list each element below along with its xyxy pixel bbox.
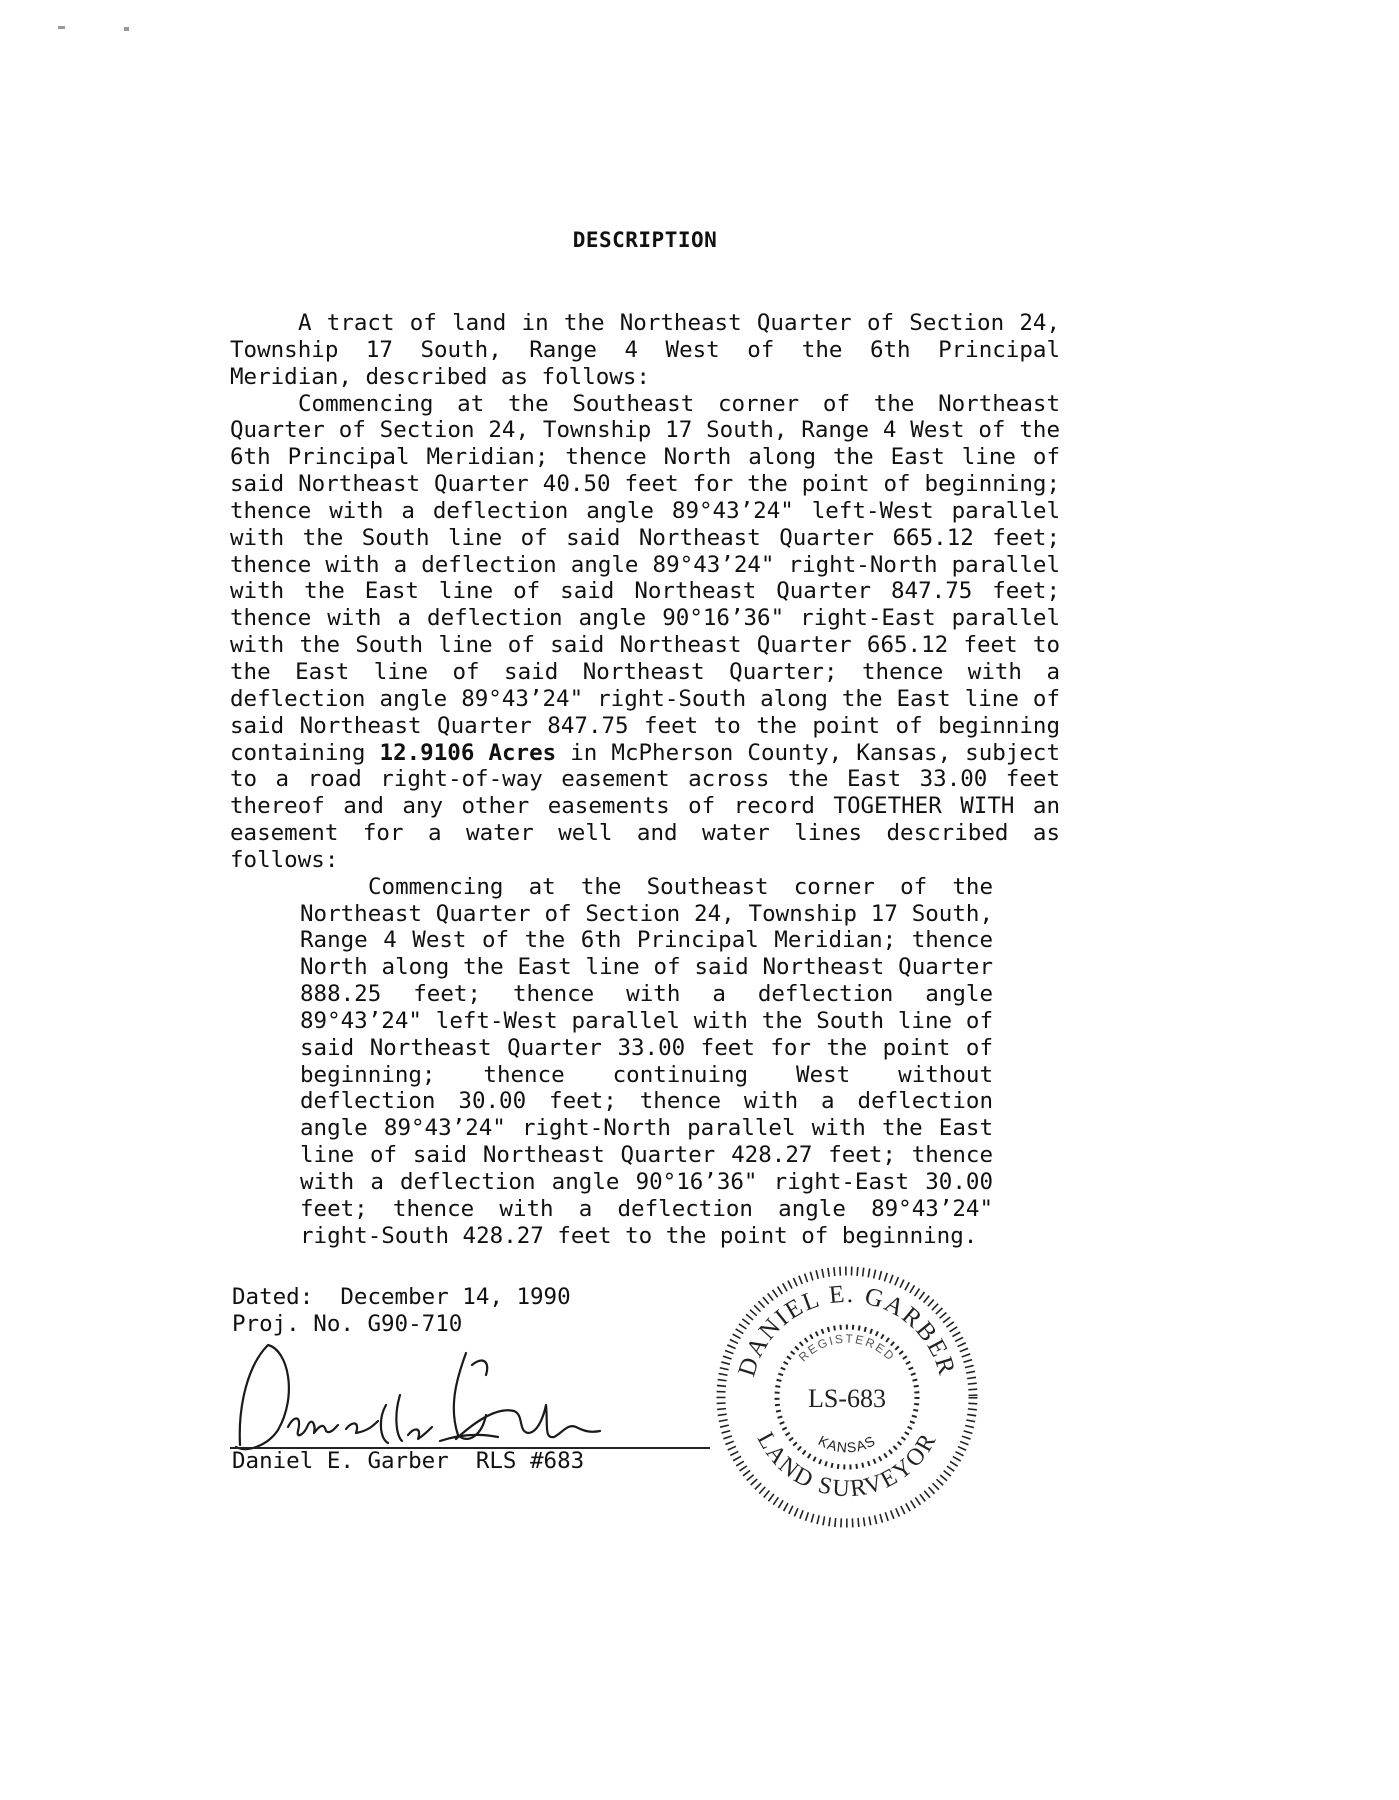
svg-text:LAND SURVEYOR xyxy=(752,1428,943,1502)
seal-name-text: DANIEL E. GARBER xyxy=(733,1280,961,1380)
intro-paragraph: A tract of land in the Northeast Quarter of Section 24, Township 17 South, Range 4 West of the 6th Principal Meridian, described as follows: xyxy=(230,310,1060,390)
seal-state-text: KANSAS xyxy=(815,1432,879,1456)
project-number: Proj. No. G90-710 xyxy=(232,1311,463,1337)
dated-line: Dated: December 14, 1990 xyxy=(232,1284,571,1310)
seal-title-text: LAND SURVEYOR xyxy=(751,1428,943,1503)
scan-speck xyxy=(124,27,129,31)
surveyor-seal xyxy=(712,1262,982,1532)
handwritten-signature xyxy=(228,1335,648,1465)
date-project-block xyxy=(232,1284,571,1338)
tract-description-paragraph: Commencing at the Southeast corner of the Northeast Quarter of Section 24, Township 17 South, Range 4 West of the 6th Principal Meridian; thence North along the East line of said Northeast Quarter 40.50 feet for the point of beginning; thence with a deflection angle 89°43’24" left-West parallel with the South line of said Northeast Quarter 665.12 feet; thence with a deflection angle 89°43’24" right-North parallel with the East line of said Northeast Quarter 847.75 feet; thence with a deflection angle 90°16’36" right-East parallel with the South line of said Northeast Quarter 665.12 feet to the East line of said Northeast Quarter; thence with a deflection angle 89°43’24" right-South along the East line of said Northeast Quarter 847.75 feet to the point of beginning containing 12.9106 Acres in McPherson County, Kansas, subject to a road right-of-way easement across the East 33.00 feet thereof and any other easements of record TOGETHER WITH an easement for a water well and water lines described as follows: xyxy=(230,390,1061,873)
svg-text:KANSAS xyxy=(816,1432,879,1455)
legal-description xyxy=(230,310,1060,1250)
document-heading: DESCRIPTION xyxy=(572,228,718,252)
easement-description-paragraph: Commencing at the Southeast corner of the Northeast Quarter of Section 24, Township 17 South, Range 4 West of the 6th Principal Meridian; thence North along the East line of said Northeast Quarter 888.25 feet; thence with a deflection angle 89°43’24" left-West parallel with the South line of said Northeast Quarter 33.00 feet for the point of beginning; thence continuing West without deflection 30.00 feet; thence with a deflection angle 89°43’24" right-North parallel with the East line of said Northeast Quarter 428.27 feet; thence with a deflection angle 90°16’36" right-East 30.00 feet; thence with a deflection angle 89°43’24" right-South 428.27 feet to the point of beginning. xyxy=(300,873,993,1249)
acreage-value: 12.9106 Acres xyxy=(379,739,557,766)
scan-speck xyxy=(58,26,65,29)
seal-registered-text: REGISTERED xyxy=(795,1331,899,1365)
seal-license-number: LS-683 xyxy=(808,1384,886,1413)
signer-name: Daniel E. Garber RLS #683 xyxy=(232,1448,585,1474)
svg-text:DANIEL E. GARBER xyxy=(733,1281,960,1380)
